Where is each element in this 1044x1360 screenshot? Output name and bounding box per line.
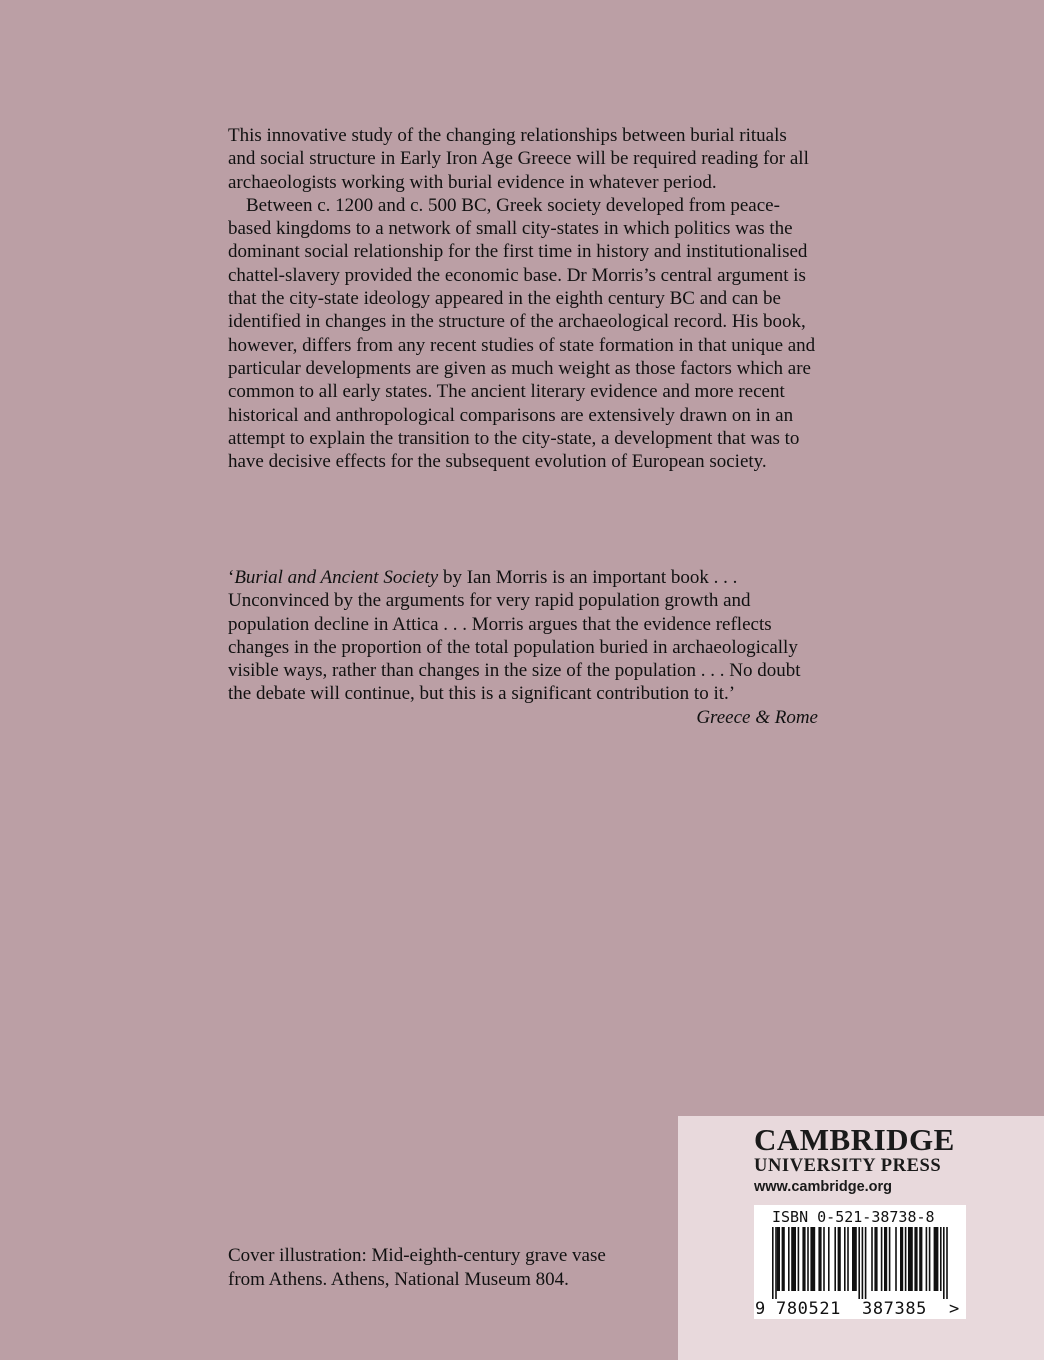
- barcode-bar-21: [881, 1227, 883, 1291]
- barcode-block: [754, 1205, 966, 1319]
- barcode-digits-right: 387385: [862, 1299, 928, 1319]
- barcode-bar-10: [828, 1227, 830, 1291]
- publisher-subtitle: UNIVERSITY PRESS: [754, 1156, 942, 1176]
- barcode-bar-8: [818, 1227, 821, 1291]
- book-description: [228, 124, 818, 473]
- barcode-guard-bar: [775, 1227, 777, 1299]
- barcode-end-guard-2: [946, 1227, 948, 1299]
- barcode-bar-26: [905, 1227, 907, 1291]
- barcode-bar-6: [807, 1227, 809, 1291]
- barcode-bar-18: [865, 1227, 867, 1299]
- barcode-bar-4: [798, 1227, 800, 1291]
- description-paragraph-1: This innovative study of the changing relationships between burial rituals and social structure in Early Iron Age Greece will be required reading for all archaeologists working with burial evidence in whatever period.: [228, 125, 809, 193]
- barcode-bar-2: [788, 1227, 790, 1291]
- barcode-end-guard-1: [943, 1227, 945, 1299]
- barcode-bar-25: [900, 1227, 903, 1291]
- publisher-url: www.cambridge.org: [754, 1179, 893, 1195]
- barcode-bar-0: [777, 1227, 780, 1291]
- barcode-bar-11: [834, 1227, 836, 1291]
- barcode-bar-17: [862, 1227, 864, 1299]
- review-open-quote: ‘: [228, 567, 235, 588]
- barcode-bar-24: [895, 1227, 897, 1291]
- barcode-bar-22: [884, 1227, 887, 1291]
- barcode-bar-29: [919, 1227, 922, 1291]
- publisher-name: CAMBRIDGE: [754, 1122, 955, 1157]
- barcode-bars: [772, 1227, 948, 1299]
- barcode-bar-19: [871, 1227, 873, 1291]
- cover-note-line-2: from Athens. Athens, National Museum 804.: [228, 1268, 569, 1290]
- barcode-bar-13: [844, 1227, 846, 1291]
- barcode-bar-15: [852, 1227, 857, 1291]
- review-quote: [228, 566, 818, 729]
- review-text: [228, 566, 818, 728]
- review-body: by Ian Morris is an important book . . . Unconvinced by the arguments for very rapid population growth and population decline in Attica . . . Morris argues that the evidence reflects changes in the proportion of the total population buried in archaeologically visible ways, rather than changes in the size of the population . . . No doubt the debate will continue, but this is a significant contribution to it.’: [228, 567, 801, 705]
- barcode-bar-27: [908, 1227, 913, 1291]
- barcode-bar-30: [926, 1227, 928, 1291]
- cover-note-line-1: Cover illustration: Mid-eighth-century grave vase: [228, 1245, 606, 1266]
- barcode-bar-16: [858, 1227, 860, 1299]
- barcode-graphic: [754, 1227, 966, 1319]
- barcode-bar-14: [847, 1227, 849, 1291]
- barcode-bar-3: [791, 1227, 796, 1291]
- description-paragraph-2: Between c. 1200 and c. 500 BC, Greek society developed from peace-based kingdoms to a network of small city-states in which politics was the dominant social relationship for the first time in history and institutionalised chattel-slavery provided the economic base. Dr Morris’s central argument is that the city-state ideology appeared in the eighth century BC and can be identified in changes in the structure of the archaeological record. His book, however, differs from any recent studies of state formation in that unique and particular developments are given as much weight as those factors which are common to all early states. The ancient literary evidence and more recent historical and anthropological comparisons are extensively drawn on in an attempt to explain the transition to the city-state, a development that was to have decisive effects for the subsequent evolution of European society.: [228, 194, 816, 473]
- barcode-bar-31: [929, 1227, 931, 1291]
- barcode-bar-20: [874, 1227, 877, 1291]
- barcode-bar-1: [782, 1227, 785, 1291]
- barcode-bar-9: [823, 1227, 825, 1291]
- barcode-bar-5: [802, 1227, 805, 1291]
- barcode-bar-23: [889, 1227, 891, 1291]
- barcode-digit-lead: 9: [755, 1299, 766, 1319]
- barcode-bar-28: [914, 1227, 917, 1291]
- barcode-guard-bar: [772, 1227, 774, 1299]
- cover-illustration-note: [228, 1244, 658, 1291]
- barcode-bar-12: [838, 1227, 841, 1291]
- barcode-end-marker: >: [949, 1299, 960, 1319]
- barcode-bar-32: [934, 1227, 939, 1291]
- review-source: Greece & Rome: [696, 706, 818, 728]
- barcode-digits-left: 780521: [776, 1299, 842, 1319]
- barcode-bar-7: [810, 1227, 815, 1291]
- isbn-label: ISBN 0-521-38738-8: [772, 1208, 935, 1226]
- review-book-title: Burial and Ancient Society: [234, 567, 439, 588]
- barcode-bar-33: [940, 1227, 942, 1291]
